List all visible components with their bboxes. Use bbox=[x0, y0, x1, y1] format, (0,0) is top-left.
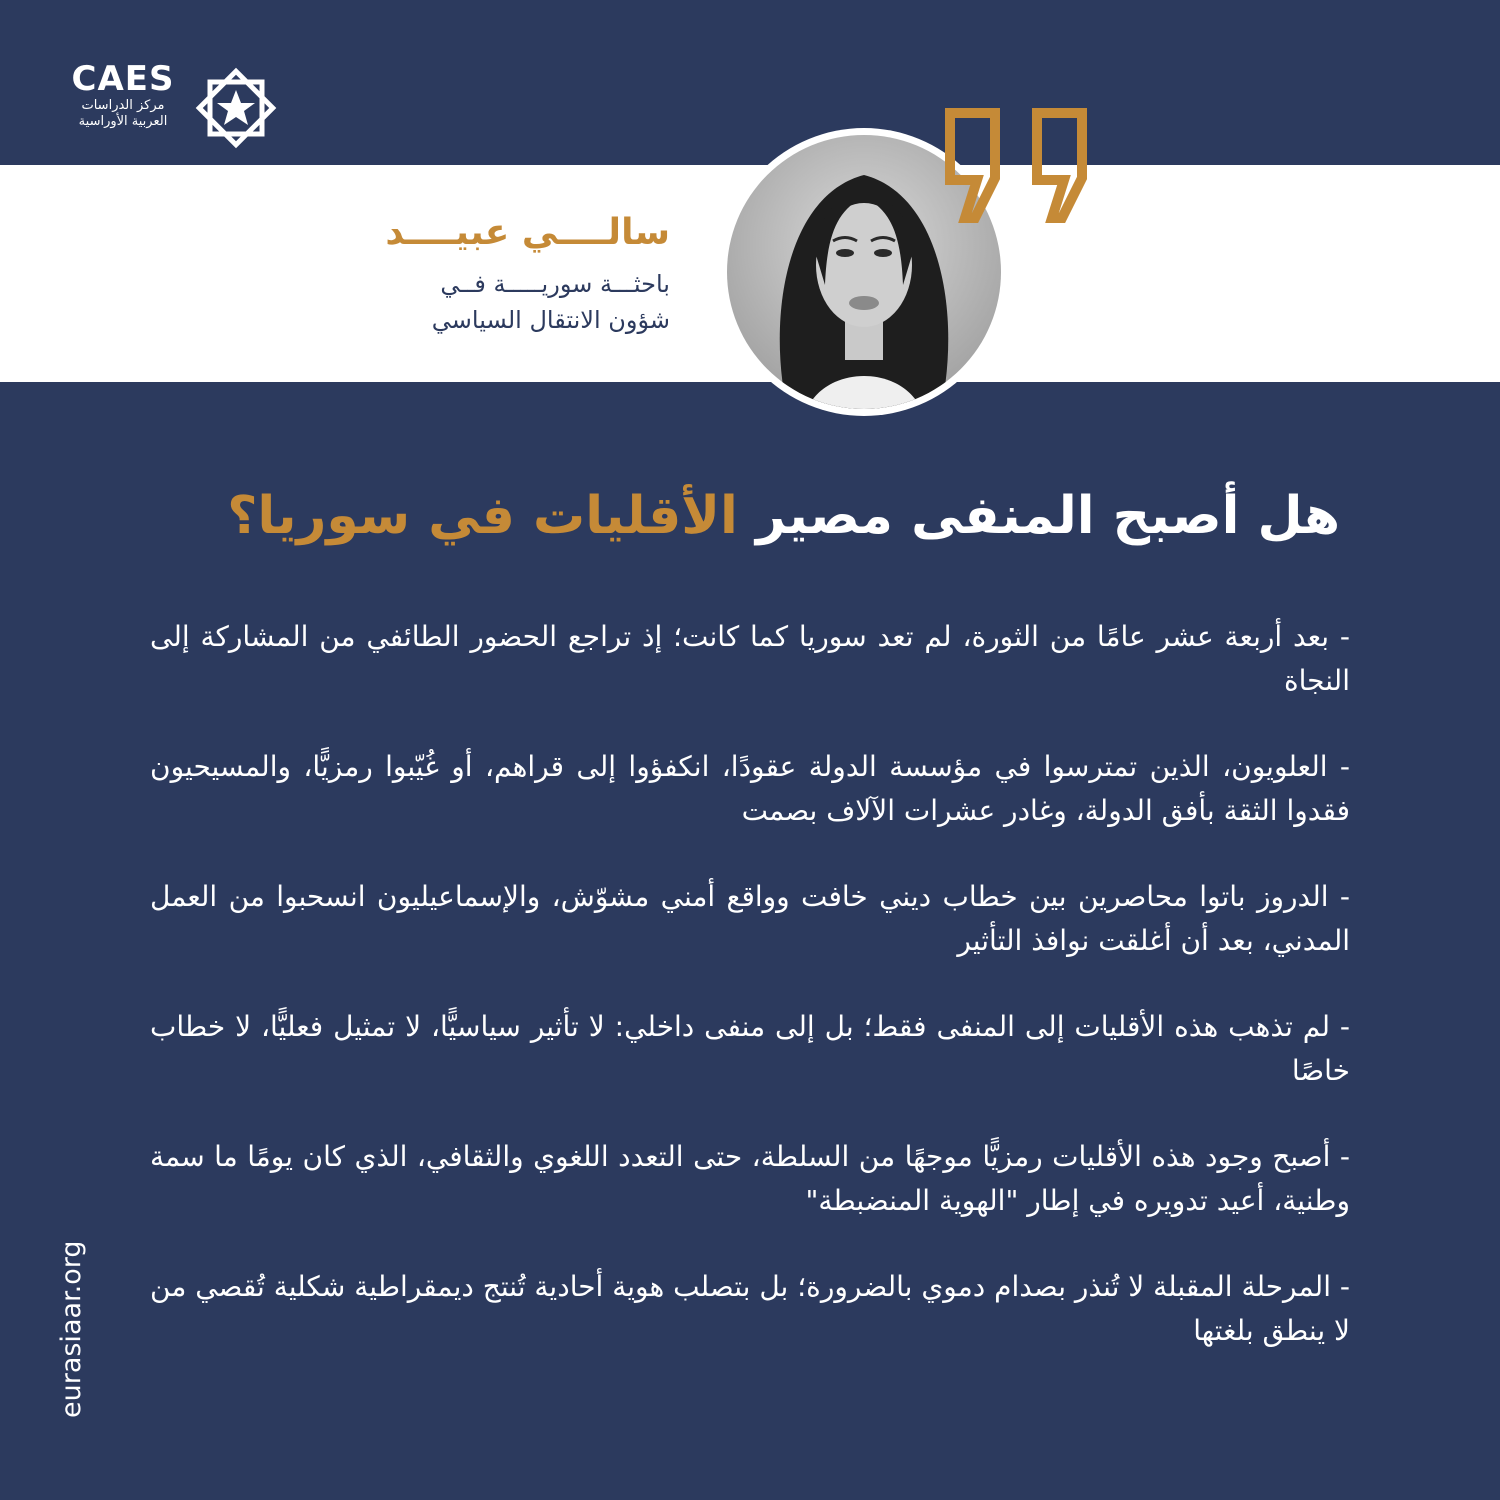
website-url bbox=[48, 1230, 92, 1420]
author-role-line2: شؤون الانتقال السياسي bbox=[431, 306, 670, 334]
paragraph-1: - بعد أربعة عشر عامًا من الثورة، لم تعد سوريا كما كانت؛ إذ تراجع الحضور الطائفي من المشاركة إلى النجاة bbox=[150, 620, 1350, 697]
quotation-mark-icon bbox=[945, 108, 1095, 224]
eight-point-star-icon bbox=[188, 60, 284, 156]
brand-wordmark bbox=[70, 60, 176, 130]
paragraph-4: - لم تذهب هذه الأقليات إلى المنفى فقط؛ بل إلى منفى داخلي: لا تأثير سياسيًّا، لا تمثيل فعليًّا، لا خطاب خاصًا bbox=[150, 1010, 1350, 1087]
author-name: سالــــي عبيــــد bbox=[385, 212, 670, 253]
brand-acronym: CAES bbox=[71, 59, 175, 99]
brand-name-line2: العربية الأوراسية bbox=[78, 114, 168, 129]
paragraph-2: - العلويون، الذين تمترسوا في مؤسسة الدولة عقودًا، انكفؤوا إلى قراهم، أو غُيّبوا رمزيًّا، والمسيحيون فقدوا الثقة بأفق الدولة، وغادر عشرات الآلاف بصمت bbox=[150, 750, 1350, 827]
author-role bbox=[350, 266, 670, 338]
paragraph-3: - الدروز باتوا محاصرين بين خطاب ديني خافت وواقع أمني مشوّش، والإسماعيليون انسحبوا من العمل المدني، بعد أن أغلقت نوافذ التأثير bbox=[150, 880, 1350, 957]
paragraph-6: - المرحلة المقبلة لا تُنذر بصدام دموي بالضرورة؛ بل بتصلب هوية أحادية تُنتج ديمقراطية شكلية تُقصي من لا ينطق بلغتها bbox=[150, 1270, 1350, 1347]
headline-accent: الأقليات في سوريا؟ bbox=[227, 486, 738, 546]
article-body bbox=[150, 615, 1350, 1395]
author-role-line1: باحثـــة سوريـــــة فــي bbox=[440, 270, 670, 298]
paragraph-5: - أصبح وجود هذه الأقليات رمزيًّا موجهًا من السلطة، حتى التعدد اللغوي والثقافي، الذي كان يومًا ما سمة وطنية، أعيد تدويره في إطار "الهوية المنضبطة" bbox=[150, 1140, 1350, 1217]
headline bbox=[60, 480, 1340, 552]
brand-name-line1: مركز الدراسات bbox=[81, 98, 165, 113]
brand-logo bbox=[70, 60, 300, 150]
website-url-text: eurasiaar.org bbox=[56, 1240, 87, 1418]
headline-part1: هل أصبح المنفى مصير bbox=[737, 486, 1340, 546]
